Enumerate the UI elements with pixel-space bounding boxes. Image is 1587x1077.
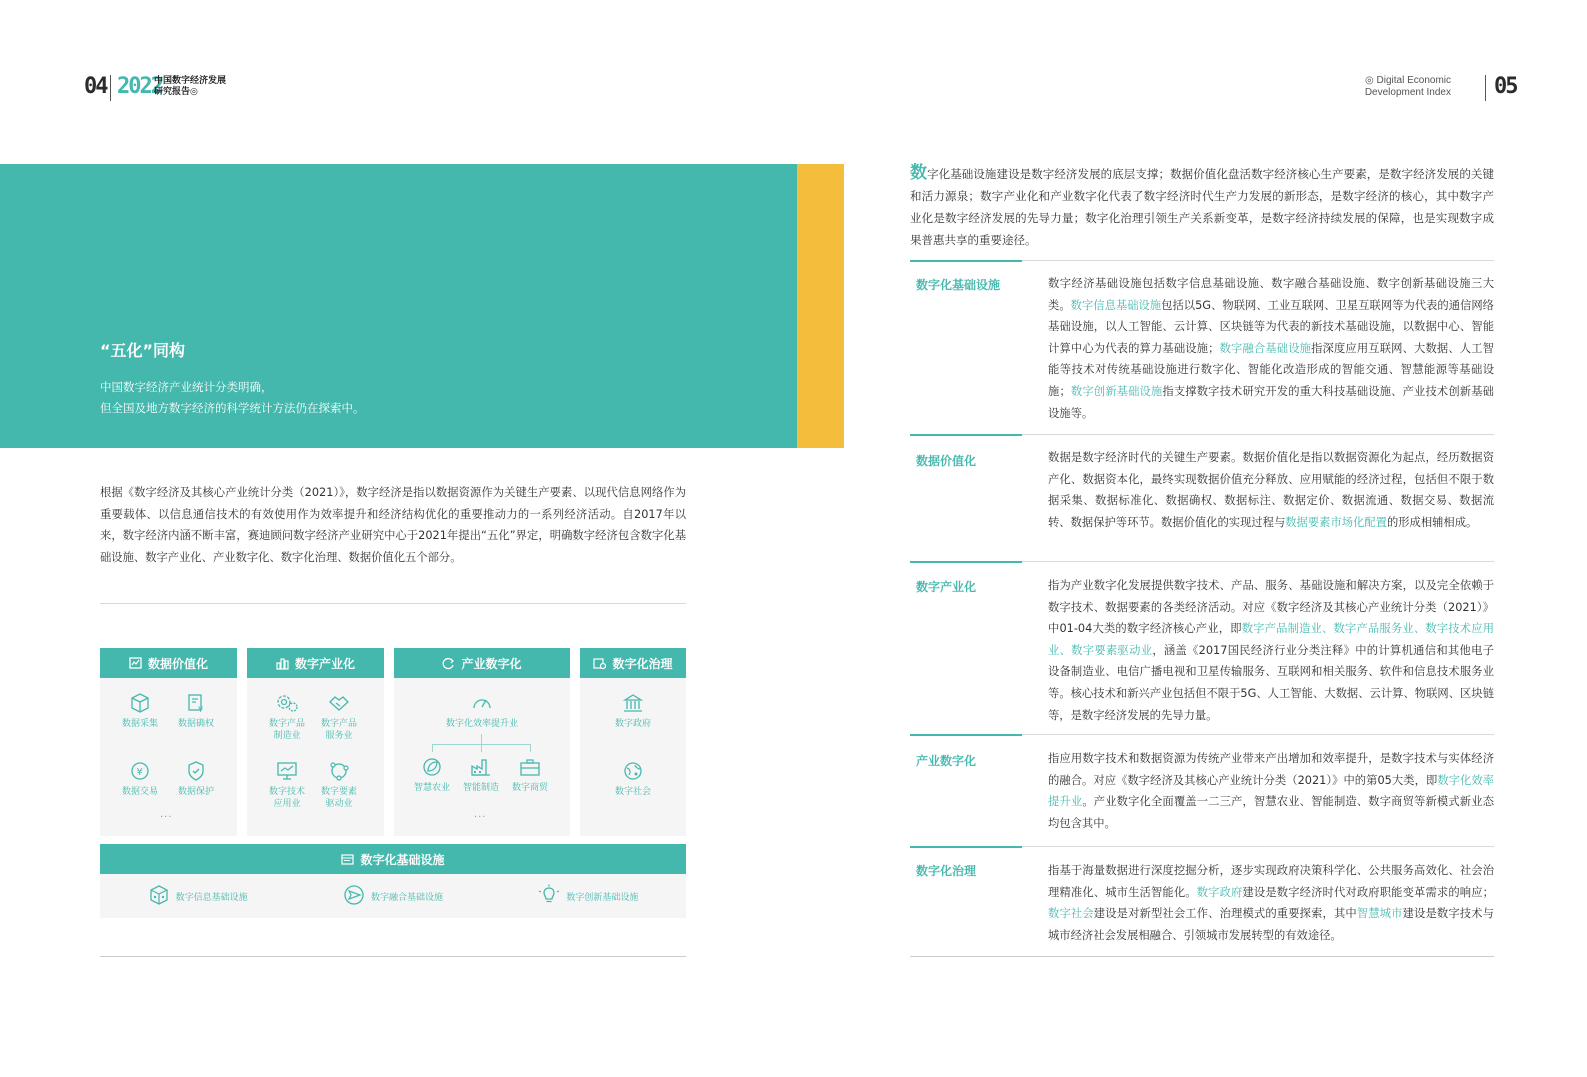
item-factor-driven	[311, 760, 367, 810]
gauge-icon	[432, 692, 532, 714]
divider-bottom	[100, 956, 686, 957]
item-label: 数字商贸	[511, 783, 548, 793]
highlight-text: 数字化效率提升业	[1048, 773, 1494, 809]
highlight-text: 数字政府	[1196, 885, 1243, 899]
section-accent-bar	[910, 561, 1022, 563]
infrastructure-body	[100, 874, 686, 918]
item-label: 数字政府	[614, 719, 651, 729]
item-digital-government	[605, 692, 661, 730]
server-icon	[341, 853, 354, 866]
body-text: 指深度应用互联网、大数据、人工智能等技术对传统基础设施进行数字化、智能化改造形成的智能交通、智慧能源等基础设施；	[1048, 341, 1494, 398]
column-header	[100, 648, 237, 678]
chart-icon	[129, 657, 142, 670]
item-label: 数字化效率提升业	[445, 719, 518, 729]
connector-line	[432, 744, 433, 752]
item-label-line1: 数字产品	[268, 719, 305, 729]
column-digital-governance	[580, 648, 686, 836]
item-label: 数据交易	[121, 787, 158, 797]
more-indicator: ···	[160, 812, 173, 823]
body-text: 指支撑数字技术研究开发的重大科技基础设施、产业技术创新基础设施等。	[1048, 384, 1494, 420]
column-body	[100, 678, 237, 836]
item-smart-manufacturing	[453, 756, 509, 794]
infrastructure-header	[100, 844, 686, 874]
intro-paragraph: 根据《数字经济及其核心产业统计分类（2021）》，数字经济是指以数据资源作为关键生产要素、以现代信息网络作为重要载体、以信息通信技术的有效使用作为效率提升和经济结构优化的重要推动力的一系列经济活动。自2017年以来，数字经济内涵不断丰富，赛迪顾问数字经济产业研究中心于2021年提出“五化”界定，明确数字经济包含数字化基础设施、数字产业化、产业数字化、数字化治理、数据价值化五个部分。	[100, 486, 686, 564]
item-digital-society	[605, 760, 661, 798]
item-label-line2: 服务业	[325, 731, 353, 741]
monitor-icon	[259, 760, 315, 782]
item-label: 智能制造	[462, 783, 499, 793]
body-text: 指应用数字技术和数据资源为传统产业带来产出增加和效率提升，是数字技术与实体经济的融合。对应《数字经济及其核心产业统计分类（2021）》中的第05大类，即	[1048, 752, 1494, 787]
body-text: 建设是对新型社会工作、治理模式的重要探索，其中	[1093, 907, 1357, 921]
infra-item-label: 数字创新基础设施	[566, 892, 639, 903]
item-product-manufacturing	[259, 692, 315, 742]
cube-icon	[112, 692, 168, 714]
globe-icon	[605, 760, 661, 782]
item-data-collection	[112, 692, 168, 730]
five-pillars-diagram	[100, 648, 686, 918]
column-body	[247, 678, 384, 836]
infra-item-label: 数字信息基础设施	[175, 892, 248, 903]
body-text: 。产业数字化全面覆盖一二三产，智慧农业、智能制造、数字商贸等新模式新业态均包含其中。	[1048, 795, 1494, 830]
body-text: 建设是数字经济时代对政府职能变革需求的响应；	[1242, 885, 1494, 899]
infra-item-information	[148, 884, 248, 909]
item-data-trading	[112, 760, 168, 798]
item-label-line1: 数字要素	[320, 787, 357, 797]
connector-line	[530, 744, 531, 752]
index-label-line2: Development Index	[1364, 87, 1451, 98]
document-yen-icon	[168, 692, 224, 714]
section-accent-bar	[910, 434, 1022, 436]
svg-text:¥: ¥	[136, 767, 143, 778]
body-text: 指为产业数字化发展提供数字技术、产品、服务、基础设施和解决方案，以及完全依赖于数字技术、数据要素的各类经济活动。对应《数字经济及其核心产业统计分类（2021）》中01-04大类的数字经济核心产业，即	[1048, 579, 1494, 636]
connector-line	[481, 734, 482, 744]
item-label-line2: 驱动业	[325, 799, 353, 809]
cube-network-icon	[148, 884, 170, 909]
column-body	[394, 678, 570, 836]
item-label-line2: 制造业	[273, 731, 301, 741]
drop-cap: 数	[910, 163, 928, 183]
column-body	[580, 678, 686, 836]
highlight-text: 数字融合基础设施	[1219, 341, 1312, 355]
bar-chart-icon	[276, 657, 289, 670]
column-header	[394, 648, 570, 678]
column-industrial-digitalization	[394, 648, 570, 836]
infrastructure-block	[100, 844, 686, 918]
item-efficiency	[432, 692, 532, 730]
highlight-text: 数字产品制造业、数字产品服务业、数字技术应用业、数字要素驱动业	[1048, 622, 1494, 657]
section-body-infrastructure	[1048, 273, 1494, 424]
section-title-infrastructure: 数字化基础设施	[916, 278, 1001, 292]
body-text: 数据是数字经济时代的关键生产要素。数据价值化是指以数据资源化为起点，经历数据资产化、数据资本化，最终实现数据价值充分释放、应用赋能的经济过程，包括但不限于数据采集、数据标准化、数据确权、数据标注、数据定价、数据流通、数据交易、数据流转、数据保护等环节。数据价值化的实现过程与	[1048, 451, 1494, 529]
item-data-protection	[168, 760, 224, 798]
connector-line	[481, 744, 482, 752]
item-label: 智慧农业	[413, 783, 450, 793]
section-divider-bottom	[910, 956, 1494, 957]
highlight-text: 数据要素市场化配置	[1285, 515, 1387, 529]
section-title-digital-governance: 数字化治理	[916, 864, 977, 878]
section-title-digital-industrialization: 数字产业化	[916, 580, 977, 594]
banner-accent-bar	[797, 164, 844, 448]
item-product-service	[311, 692, 367, 742]
body-text: ，涵盖《2017国民经济行业分类注释》中的计算机通信和其他电子设备制造业、电信广播电视和卫星传输服务、互联网和相关服务、软件和信息技术服务业等。核心技术和新兴产业包括但不限于5G、人工智能、大数据、云计算、物联网、区块链等，是数字经济发展的先导力量。	[1048, 643, 1494, 722]
report-year: 2022	[117, 74, 162, 99]
column-title: 数据价值化	[147, 656, 208, 671]
banner-subtitle	[100, 377, 365, 419]
column-header	[247, 648, 384, 678]
factory-icon	[453, 756, 509, 778]
govern-icon	[593, 657, 606, 670]
more-indicator: ···	[474, 812, 487, 823]
leaf-icon	[404, 756, 460, 778]
header-divider-right	[1485, 75, 1486, 101]
body-text: 包括以5G、物联网、工业互联网、卫星互联网等为代表的通信网络基础设施，以人工智能、云计算、区块链等为代表的新技术基础设施，以数据中心、智能计算中心为代表的算力基础设施；	[1048, 298, 1494, 355]
item-smart-agriculture	[404, 756, 460, 794]
section-accent-bar	[910, 846, 1022, 848]
body-text: 指基于海量数据进行深度挖掘分析，逐步实现政府决策科学化、公共服务高效化、社会治理精准化、城市生活智能化。	[1048, 864, 1494, 899]
section-accent-bar	[910, 734, 1022, 736]
banner-title: “五化”同构	[100, 341, 186, 360]
svg-text:¥: ¥	[198, 705, 204, 714]
infra-item-fusion	[343, 884, 443, 909]
briefcase-icon	[502, 756, 558, 778]
section-body-digital-governance	[1048, 860, 1494, 946]
right-page-number: 05	[1494, 74, 1517, 99]
item-label: 数据保护	[177, 787, 214, 797]
item-tech-application	[259, 760, 315, 810]
item-label-line1: 数字技术	[268, 787, 305, 797]
report-title	[154, 76, 226, 98]
index-label-line1: ◎ Digital Economic	[1365, 75, 1451, 86]
lead-paragraph	[910, 162, 1494, 251]
column-data-value	[100, 648, 237, 836]
shield-icon	[168, 760, 224, 782]
section-accent-bar	[910, 260, 1022, 262]
highlight-text: 智慧城市	[1356, 907, 1403, 921]
send-icon	[343, 884, 365, 909]
highlight-text: 数字信息基础设施	[1070, 298, 1162, 312]
item-label: 数据确权	[177, 719, 214, 729]
section-title-data-value: 数据价值化	[916, 454, 977, 468]
report-title-line2: 研究报告◎	[154, 87, 198, 97]
item-label-line1: 数字产品	[320, 719, 357, 729]
banner-subtitle-line2: 但全国及地方数字经济的科学统计方法仍在探索中。	[100, 401, 365, 415]
column-digital-industrialization	[247, 648, 384, 836]
gears-icon	[259, 692, 315, 714]
network-icon	[311, 760, 367, 782]
section-body-digital-industrialization	[1048, 575, 1494, 726]
lead-text: 字化基础设施建设是数字经济发展的底层支撑；数据价值化盘活数字经济核心生产要素，是数字经济发展的关键和活力源泉；数字产业化和产业数字化代表了数字经济时代生产力发展的新形态，是数字经济的核心，其中数字产业化是数字经济发展的先导力量；数字化治理引领生产关系新变革，是数字经济持续发展的保障，也是实现数字成果普惠共享的重要途径。	[910, 167, 1495, 247]
infrastructure-title: 数字化基础设施	[360, 852, 445, 867]
cycle-icon	[442, 657, 455, 670]
item-digital-commerce	[502, 756, 558, 794]
item-label: 数字社会	[614, 787, 651, 797]
handshake-icon	[311, 692, 367, 714]
body-text: 数字经济基础设施包括数字信息基础设施、数字融合基础设施、数字创新基础设施三大类。	[1048, 277, 1494, 312]
highlight-text: 数字创新基础设施	[1070, 384, 1163, 398]
column-header	[580, 648, 686, 678]
section-body-data-value	[1048, 447, 1494, 533]
section-title-industrial-digitalization: 产业数字化	[916, 754, 977, 768]
column-title: 数字产业化	[294, 656, 355, 671]
banner-subtitle-line1: 中国数字经济产业统计分类明确，	[100, 380, 273, 394]
column-title: 数字化治理	[612, 656, 673, 671]
item-label: 数据采集	[121, 719, 158, 729]
left-page-number: 04	[84, 74, 107, 99]
infra-item-label: 数字融合基础设施	[370, 892, 443, 903]
section-body-industrial-digitalization	[1048, 748, 1494, 834]
report-title-line1: 中国数字经济发展	[154, 76, 227, 86]
yen-coin-icon	[112, 760, 168, 782]
index-label	[1365, 75, 1451, 99]
highlight-text: 数字社会	[1048, 907, 1094, 921]
government-building-icon	[605, 692, 661, 714]
column-title: 产业数字化	[461, 656, 522, 671]
body-text: 建设是数字技术与城市经济社会发展相融合、引领城市发展转型的有效途径。	[1048, 907, 1494, 942]
lightbulb-icon	[538, 884, 560, 909]
item-label-line2: 应用业	[273, 799, 301, 809]
item-data-rights	[168, 692, 224, 730]
header-divider	[110, 75, 111, 101]
body-text: 的形成相辅相成。	[1386, 515, 1478, 529]
infra-item-innovation	[538, 884, 638, 909]
divider-top	[100, 603, 686, 604]
